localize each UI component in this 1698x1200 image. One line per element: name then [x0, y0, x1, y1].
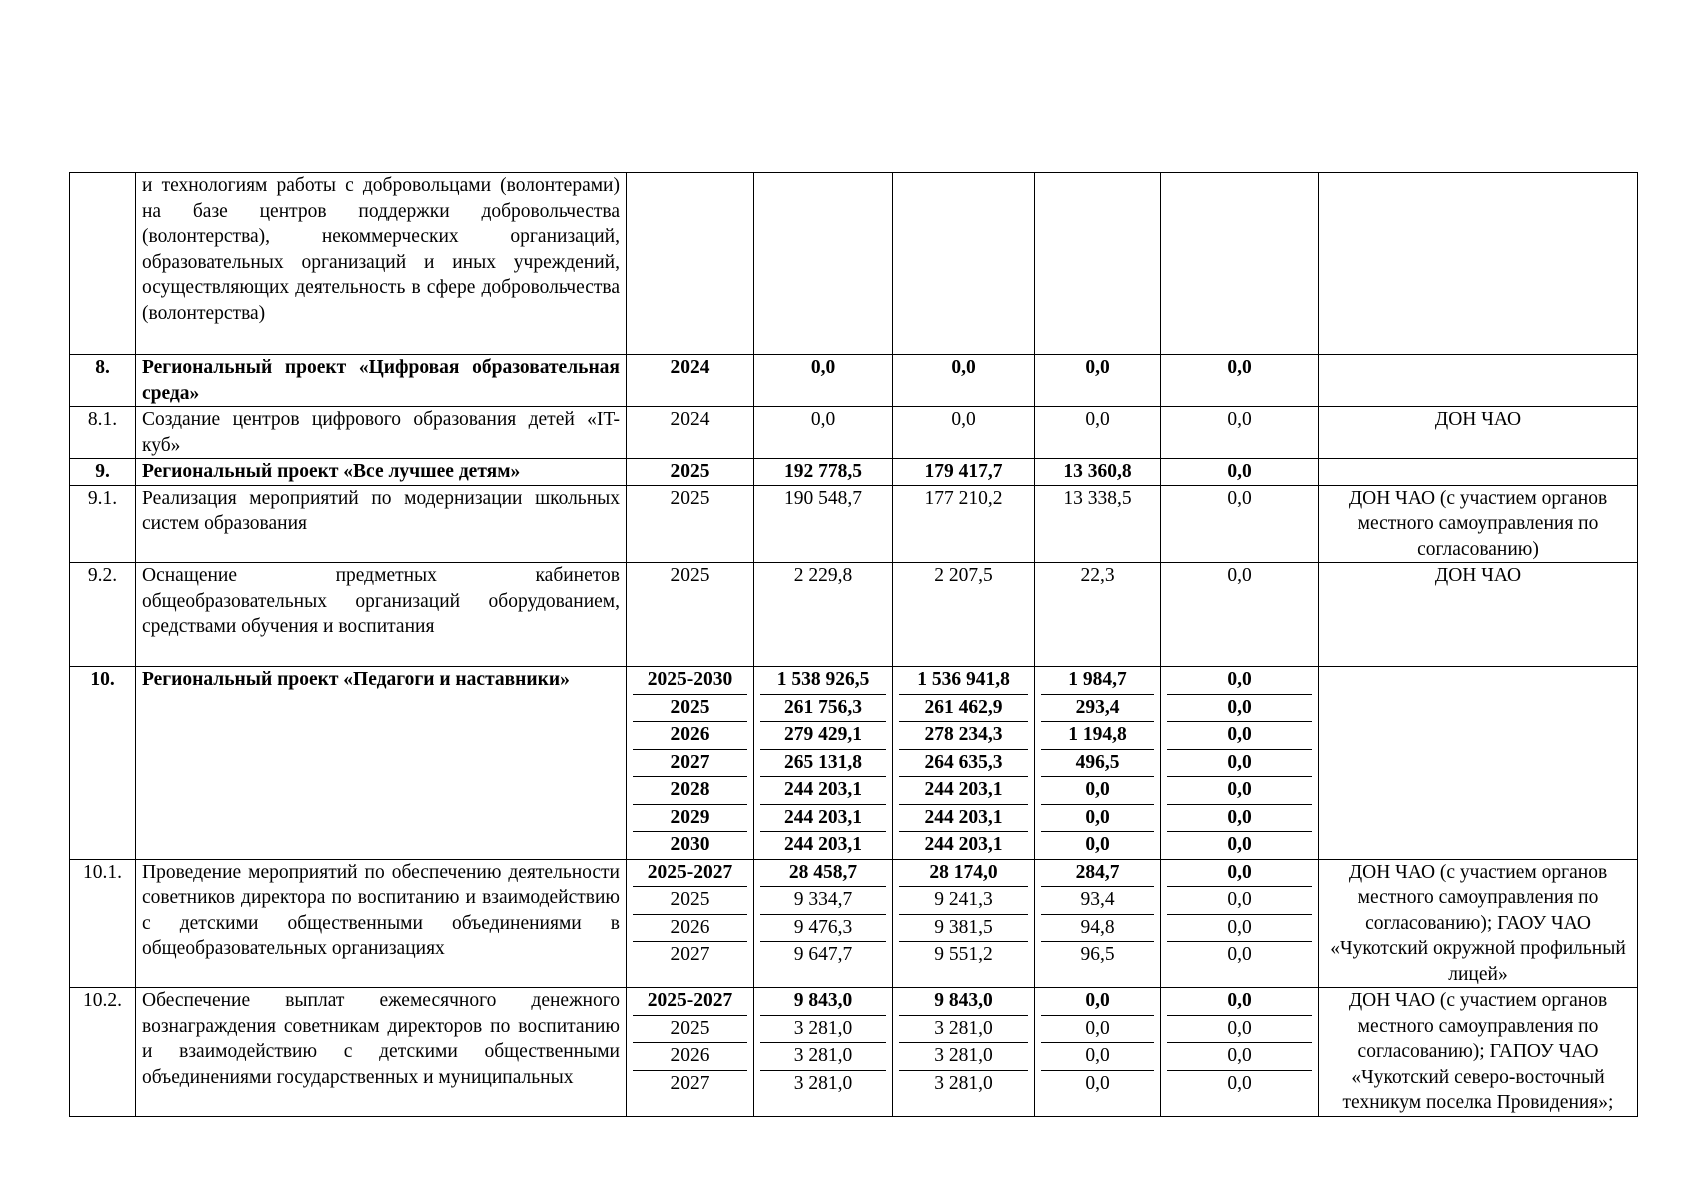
table-row: [70, 563, 1638, 667]
row-value-2: 0,0: [1035, 407, 1161, 459]
row-value-1: 9 381,5: [899, 914, 1028, 942]
row-total: 0,0: [754, 407, 893, 459]
row-value-3: 0,0: [1167, 914, 1312, 942]
row-number: 10.: [70, 667, 136, 860]
row-year: 2027: [633, 941, 747, 969]
row-year: 2028: [633, 776, 747, 804]
row-total: 9 476,3: [760, 914, 886, 942]
row-description: Оснащение предметных кабинетов общеобразовательных организаций оборудованием, средствами обучения и воспитания: [136, 563, 627, 667]
row-value-1: 177 210,2: [893, 485, 1035, 563]
row-value-3: 0,0: [1161, 563, 1319, 667]
table-body: [70, 173, 1638, 1117]
row-value-2: [1035, 173, 1161, 355]
table-row: [70, 667, 1638, 860]
row-executor: [1319, 459, 1638, 486]
row-total: 3 281,0: [760, 1015, 886, 1043]
row-number: 8.: [70, 355, 136, 407]
row-total: 9 334,7: [760, 886, 886, 914]
row-value-2-stack: [1035, 859, 1161, 988]
row-year: 2025: [633, 694, 747, 722]
row-number: 8.1.: [70, 407, 136, 459]
row-year: 2024: [627, 355, 754, 407]
row-total-stack: [754, 667, 893, 860]
row-value-2-stack: [1035, 667, 1161, 860]
row-value-1: 0,0: [893, 407, 1035, 459]
row-value-1: 179 417,7: [893, 459, 1035, 486]
row-value-2: 0,0: [1041, 1015, 1154, 1043]
row-value-1: 3 281,0: [899, 1070, 1028, 1098]
row-value-3: 0,0: [1167, 1070, 1312, 1098]
row-year-stack: [627, 667, 754, 860]
row-value-1: 278 234,3: [899, 721, 1028, 749]
row-value-3: 0,0: [1161, 459, 1319, 486]
table-row: [70, 407, 1638, 459]
row-year: 2030: [633, 831, 747, 859]
row-value-2: 1 194,8: [1041, 721, 1154, 749]
row-year: 2025: [627, 485, 754, 563]
row-value-2: 0,0: [1041, 804, 1154, 832]
row-value-3: 0,0: [1167, 886, 1312, 914]
row-total-stack: [754, 988, 893, 1117]
row-total: 0,0: [754, 355, 893, 407]
row-year: 2025: [633, 886, 747, 914]
row-year: 2026: [633, 1042, 747, 1070]
row-value-2: 94,8: [1041, 914, 1154, 942]
row-value-1: 264 635,3: [899, 749, 1028, 777]
row-description: Региональный проект «Все лучшее детям»: [136, 459, 627, 486]
row-value-2: 0,0: [1041, 776, 1154, 804]
row-value-3-stack: [1161, 859, 1319, 988]
row-year: 2025-2030: [647, 669, 733, 690]
row-value-3: 0,0: [1167, 1042, 1312, 1070]
row-description: Создание центров цифрового образования детей «IT-куб»: [136, 407, 627, 459]
table-row: [70, 988, 1638, 1117]
row-number: 10.2.: [70, 988, 136, 1117]
row-value-3: 0,0: [1227, 861, 1252, 883]
row-value-3-stack: [1161, 988, 1319, 1117]
row-executor: ДОН ЧАО (с участием органов местного самоуправления по согласованию); ГАПОУ ЧАО «Чукотский северо-восточный техникум поселка Провидения»;: [1319, 988, 1638, 1117]
row-value-3: 0,0: [1161, 407, 1319, 459]
row-total: 3 281,0: [760, 1070, 886, 1098]
row-year: [627, 173, 754, 355]
row-total: 190 548,7: [754, 485, 893, 563]
row-value-3: 0,0: [1161, 485, 1319, 563]
row-year: 2025: [627, 459, 754, 486]
row-total: 1 538 926,5: [776, 669, 870, 690]
row-value-2: 0,0: [1085, 990, 1110, 1011]
row-year: 2026: [633, 914, 747, 942]
row-value-1: 3 281,0: [899, 1015, 1028, 1043]
row-description: Региональный проект «Педагоги и наставники»: [136, 667, 627, 860]
budget-table: [69, 172, 1638, 1117]
row-total: 3 281,0: [760, 1042, 886, 1070]
row-executor: ДОН ЧАО (с участием органов местного самоуправления по согласованию): [1319, 485, 1638, 563]
row-executor: [1319, 355, 1638, 407]
row-total: 244 203,1: [760, 831, 886, 859]
row-value-1: [893, 173, 1035, 355]
table-row: [70, 459, 1638, 486]
row-value-3: [1161, 173, 1319, 355]
row-value-2-stack: [1035, 988, 1161, 1117]
row-executor: ДОН ЧАО: [1319, 407, 1638, 459]
row-value-3: 0,0: [1167, 721, 1312, 749]
row-value-3: 0,0: [1227, 990, 1252, 1011]
row-value-2: 0,0: [1041, 831, 1154, 859]
row-total: 244 203,1: [760, 804, 886, 832]
row-total: 279 429,1: [760, 721, 886, 749]
row-year: 2027: [633, 1070, 747, 1098]
row-value-3: 0,0: [1161, 355, 1319, 407]
table-row: [70, 355, 1638, 407]
row-total: 2 229,8: [754, 563, 893, 667]
table-row: [70, 173, 1638, 355]
row-executor: ДОН ЧАО: [1319, 563, 1638, 667]
row-value-3: 0,0: [1167, 804, 1312, 832]
row-year: 2026: [633, 721, 747, 749]
row-year-stack: [627, 859, 754, 988]
row-value-2: 1 984,7: [1068, 669, 1127, 690]
row-total: 244 203,1: [760, 776, 886, 804]
row-executor: [1319, 667, 1638, 860]
row-value-2: 93,4: [1041, 886, 1154, 914]
row-number: 10.1.: [70, 859, 136, 988]
row-total: 261 756,3: [760, 694, 886, 722]
row-value-1: 3 281,0: [899, 1042, 1028, 1070]
row-value-2: 0,0: [1041, 1070, 1154, 1098]
row-value-1: 261 462,9: [899, 694, 1028, 722]
table-row: [70, 859, 1638, 988]
row-value-2: 0,0: [1035, 355, 1161, 407]
row-value-3: 0,0: [1167, 776, 1312, 804]
row-number: 9.2.: [70, 563, 136, 667]
row-value-3: 0,0: [1167, 1015, 1312, 1043]
row-value-2: 96,5: [1041, 941, 1154, 969]
row-year: 2025: [627, 563, 754, 667]
row-year: 2025-2027: [647, 990, 733, 1011]
row-year-stack: [627, 988, 754, 1117]
row-number: 9.: [70, 459, 136, 486]
row-value-3: 0,0: [1167, 831, 1312, 859]
row-total: 9 647,7: [760, 941, 886, 969]
row-number: 9.1.: [70, 485, 136, 563]
row-value-2: 496,5: [1041, 749, 1154, 777]
row-total: [754, 173, 893, 355]
row-value-1: 1 536 941,8: [917, 669, 1010, 690]
row-executor: ДОН ЧАО (с участием органов местного самоуправления по согласованию); ГАОУ ЧАО «Чукотский окружной профильный лицей»: [1319, 859, 1638, 988]
row-value-3-stack: [1161, 667, 1319, 860]
row-year: 2027: [633, 749, 747, 777]
row-value-2: 0,0: [1041, 1042, 1154, 1070]
row-value-2: 293,4: [1041, 694, 1154, 722]
row-description: Обеспечение выплат ежемесячного денежного вознаграждения советникам директоров по воспитанию и взаимодействию с детскими общественными объединениями государственных и муниципальных: [136, 988, 627, 1117]
row-value-2: 13 338,5: [1035, 485, 1161, 563]
row-value-3: 0,0: [1167, 694, 1312, 722]
row-value-1: 244 203,1: [899, 776, 1028, 804]
row-total: 265 131,8: [760, 749, 886, 777]
row-description: Проведение мероприятий по обеспечению деятельности советников директора по воспитанию и взаимодействию с детскими общественными объединениями в общеобразовательных организациях: [136, 859, 627, 988]
table-row: [70, 485, 1638, 563]
row-value-1: 244 203,1: [899, 804, 1028, 832]
row-year: 2024: [627, 407, 754, 459]
row-value-1: 9 551,2: [899, 941, 1028, 969]
row-year: 2025: [633, 1015, 747, 1043]
row-value-1-stack: [893, 859, 1035, 988]
row-description: и технологиям работы с добровольцами (волонтерами) на базе центров поддержки добровольчества (волонтерства), некоммерческих организаций, образовательных организаций и иных учреждений, осуществляющих деятельность в сфере добровольчества (волонтерства): [136, 173, 627, 355]
row-value-1: 28 174,0: [929, 861, 998, 883]
row-year: 2029: [633, 804, 747, 832]
row-description: Реализация мероприятий по модернизации школьных систем образования: [136, 485, 627, 563]
row-value-1: 9 843,0: [934, 990, 993, 1011]
row-total: 9 843,0: [793, 990, 853, 1011]
row-value-2: 284,7: [1075, 861, 1120, 883]
row-total-stack: [754, 859, 893, 988]
row-number: [70, 173, 136, 355]
row-value-1: 244 203,1: [899, 831, 1028, 859]
row-year: 2025-2027: [647, 861, 733, 883]
row-total: 192 778,5: [754, 459, 893, 486]
row-value-3: 0,0: [1167, 941, 1312, 969]
row-value-1: 9 241,3: [899, 886, 1028, 914]
row-value-2: 13 360,8: [1035, 459, 1161, 486]
row-description: Региональный проект «Цифровая образовательная среда»: [136, 355, 627, 407]
row-value-1-stack: [893, 667, 1035, 860]
row-total: 28 458,7: [788, 861, 858, 883]
row-value-1-stack: [893, 988, 1035, 1117]
row-value-1: 0,0: [893, 355, 1035, 407]
row-value-3: 0,0: [1167, 749, 1312, 777]
row-value-2: 22,3: [1035, 563, 1161, 667]
row-value-1: 2 207,5: [893, 563, 1035, 667]
row-executor: [1319, 173, 1638, 355]
row-value-3: 0,0: [1227, 669, 1252, 690]
